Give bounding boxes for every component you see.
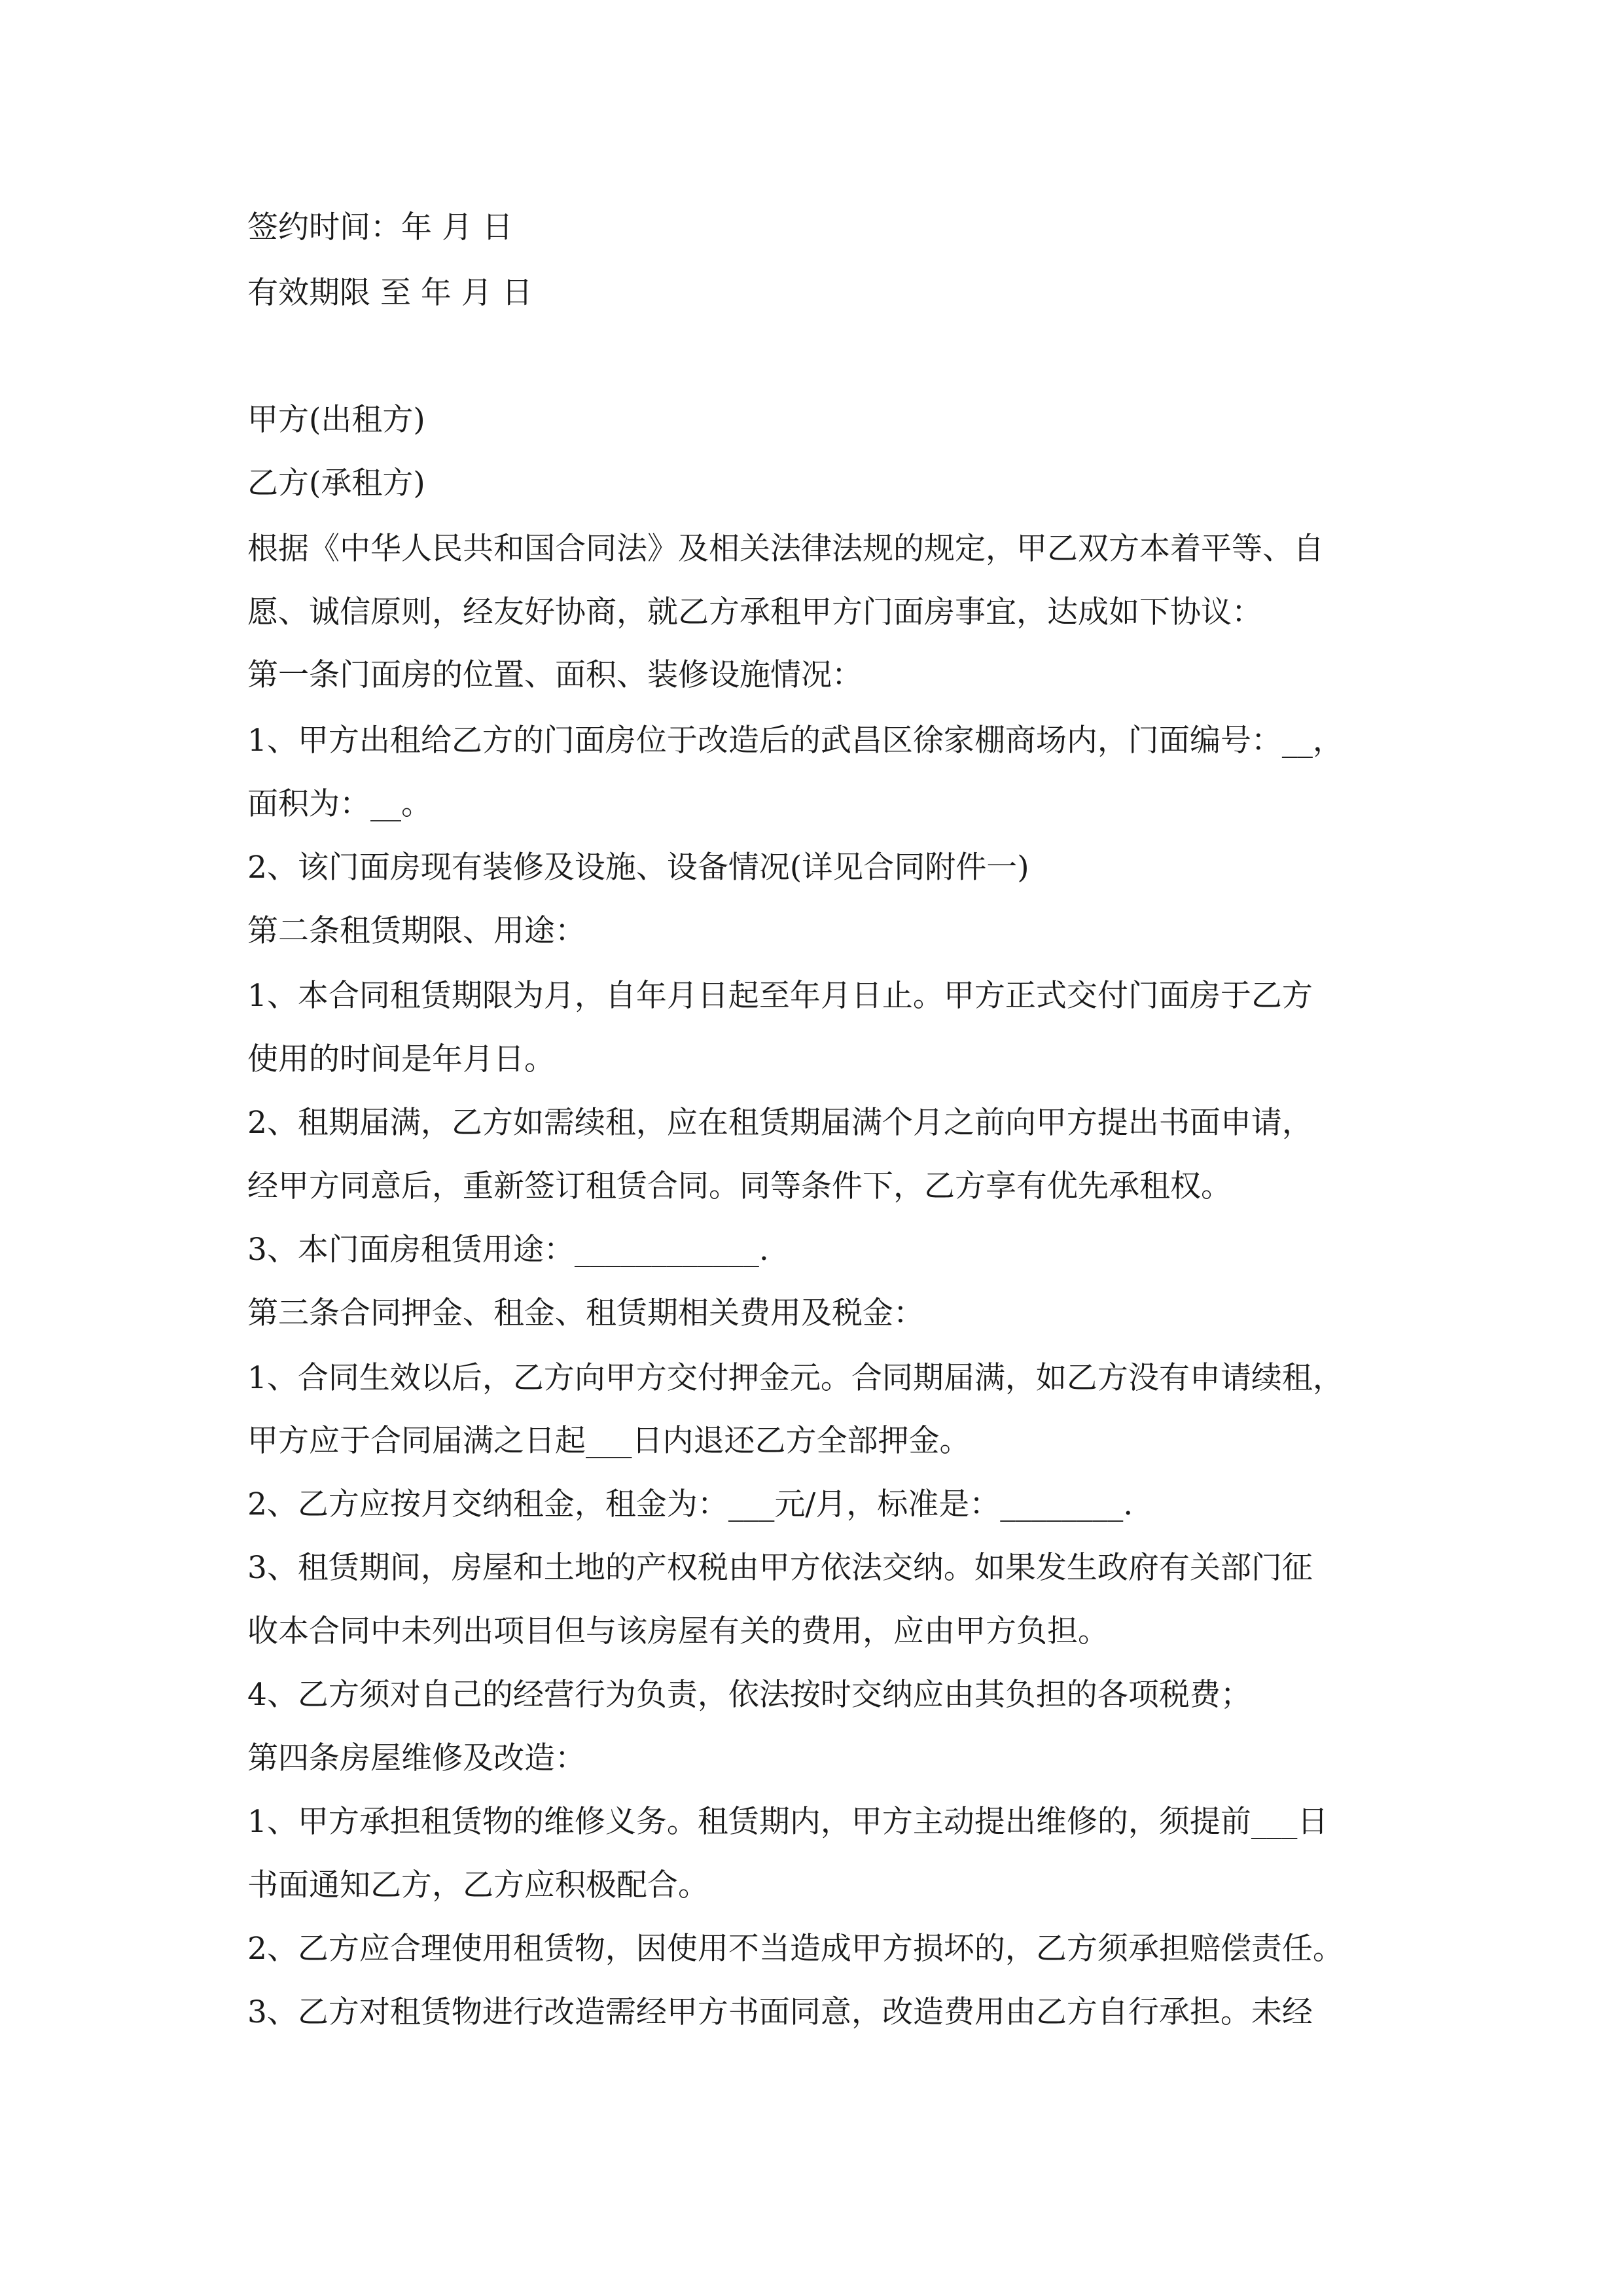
preamble-line-2: 愿、诚信原则，经友好协商，就乙方承租甲方门面房事宜，达成如下协议： — [247, 594, 1262, 630]
article-2-clause-1-line-2: 使用的时间是年月日。 — [247, 1041, 555, 1077]
article-4-clause-1-line-1: 1、甲方承担租赁物的维修义务。租赁期内，甲方主动提出维修的，须提前___日 — [247, 1804, 1329, 1840]
article-2-clause-2-line-1: 2、租期届满，乙方如需续租，应在租赁期届满个月之前向甲方提出书面申请， — [247, 1105, 1313, 1141]
article-3-clause-1-line-2: 甲方应于合同届满之日起___日内退还乙方全部押金。 — [247, 1423, 971, 1459]
party-a-line: 甲方(出租方) — [247, 402, 425, 438]
signing-date-line: 签约时间：年 月 日 — [247, 209, 513, 245]
article-2-clause-2-line-2: 经甲方同意后，重新签订租赁合同。同等条件下，乙方享有优先承租权。 — [247, 1168, 1232, 1204]
article-4-heading: 第四条房屋维修及改造： — [247, 1740, 586, 1776]
preamble-line-1: 根据《中华人民共和国合同法》及相关法律法规的规定，甲乙双方本着平等、自 — [247, 531, 1324, 567]
article-1-clause-1-line-2: 面积为：__。 — [247, 786, 432, 822]
article-3-clause-3-line-1: 3、租赁期间，房屋和土地的产权税由甲方依法交纳。如果发生政府有关部门征 — [247, 1550, 1313, 1586]
article-1-heading: 第一条门面房的位置、面积、装修设施情况： — [247, 657, 863, 693]
article-3-clause-4: 4、乙方须对自己的经营行为负责，依法按时交纳应由其负担的各项税费； — [247, 1677, 1251, 1713]
article-2-heading: 第二条租赁期限、用途： — [247, 913, 586, 949]
article-4-clause-1-line-2: 书面通知乙方，乙方应积极配合。 — [247, 1867, 709, 1903]
article-3-clause-1-line-1: 1、合同生效以后，乙方向甲方交付押金元。合同期届满，如乙方没有申请续租， — [247, 1360, 1344, 1396]
article-4-clause-2: 2、乙方应合理使用租赁物，因使用不当造成甲方损坏的，乙方须承担赔偿责任。 — [247, 1931, 1344, 1967]
article-1-clause-2: 2、该门面房现有装修及设施、设备情况(详见合同附件一) — [247, 850, 1029, 886]
article-2-clause-1-line-1: 1、本合同租赁期限为月，自年月日起至年月日止。甲方正式交付门面房于乙方 — [247, 978, 1313, 1014]
article-2-clause-3: 3、本门面房租赁用途：____________. — [247, 1232, 769, 1268]
article-4-clause-3: 3、乙方对租赁物进行改造需经甲方书面同意，改造费用由乙方自行承担。未经 — [247, 1994, 1313, 2030]
article-3-clause-2: 2、乙方应按月交纳租金，租金为：___元/月，标准是：________. — [247, 1486, 1133, 1522]
article-3-heading: 第三条合同押金、租金、租赁期相关费用及税金： — [247, 1295, 924, 1331]
article-1-clause-1-line-1: 1、甲方出租给乙方的门面房位于改造后的武昌区徐家棚商场内，门面编号：__， — [247, 723, 1344, 759]
party-b-line: 乙方(承租方) — [247, 465, 425, 501]
validity-period-line: 有效期限 至 年 月 日 — [247, 275, 533, 311]
article-3-clause-3-line-2: 收本合同中未列出项目但与该房屋有关的费用，应由甲方负担。 — [247, 1613, 1109, 1649]
